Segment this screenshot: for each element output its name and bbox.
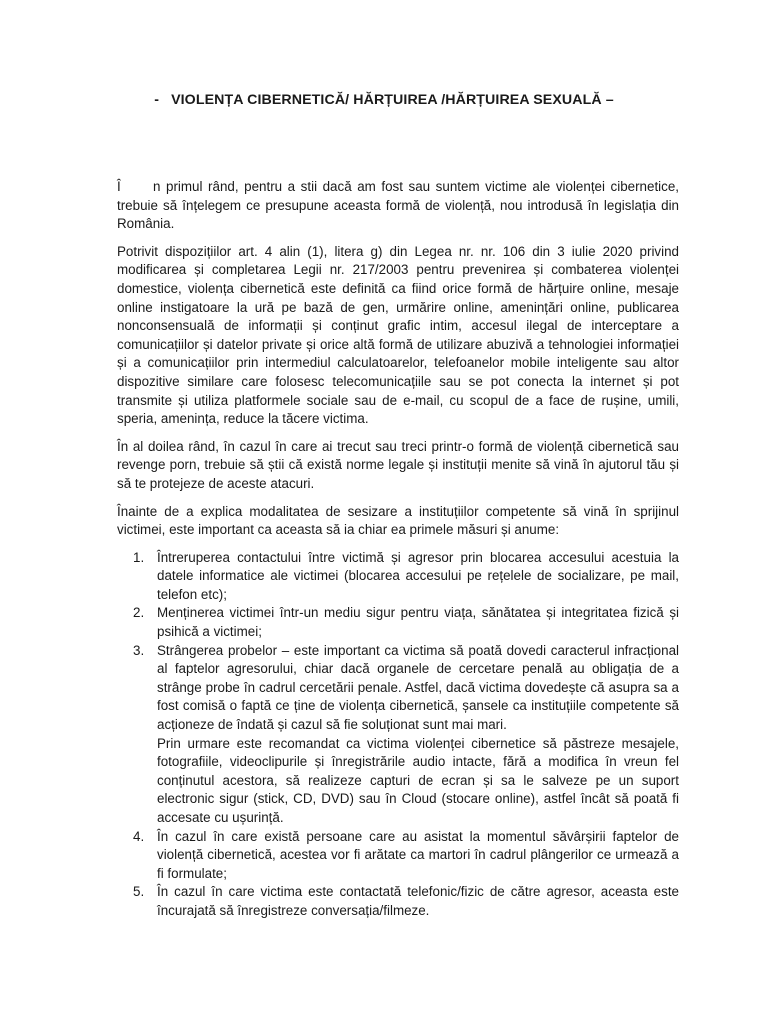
list-item-text: Întreruperea contactului între victimă și agresor prin blocarea accesului acestuia la datele informatice ale victimei (blocarea accesului pe rețelele de socializare, pe mail, telefon etc); xyxy=(157,549,679,602)
measures-list xyxy=(117,549,679,921)
list-item-text: În cazul în care există persoane care au asistat la momentul săvârșirii faptelor de violență cibernetică, acestea vor fi arătate ca martori în cadrul plângerilor ce urmează a fi formulate; xyxy=(157,828,679,881)
list-item xyxy=(133,828,679,884)
paragraph-intro-text: n primul rând, pentru a stii dacă am fost sau suntem victime ale violenței cibernetice, trebuie să înțelegem ce presupune aceasta formă de violență, nou introdusă în legislația din România. xyxy=(117,179,679,232)
list-item xyxy=(133,604,679,641)
document-body xyxy=(117,178,679,921)
paragraph-intro xyxy=(117,178,679,234)
document-title xyxy=(0,92,768,108)
list-item-number: 2. xyxy=(133,605,145,621)
list-item-text: Menținerea victimei într-un mediu sigur pentru viața, sănătatea și integritatea fizică și psihică a victimei; xyxy=(157,605,679,640)
list-item xyxy=(133,549,679,605)
paragraph-first-measures: Înainte de a explica modalitatea de sesizare a instituțiilor competente să vină în sprijinul victimei, este important ca aceasta să ia chiar ea primele măsuri și anume: xyxy=(117,503,679,538)
list-item-text: Strângerea probelor – este important ca victima să poată dovedi caracterul infracțional al faptelor agresorului, chiar dacă organele de cercetare penală au obligația de a strânge probe în cadrul cercetării penale. Astfel, dacă victima dovedește că asupra sa a fost comisă o faptă ce ține de violența cibernetică, șansele ca instituțiile competente să acționeze de îndată și cazul să fie soluționat sunt mai mari. xyxy=(157,642,679,733)
list-item-number: 3. xyxy=(133,642,145,658)
list-item-number: 5. xyxy=(133,884,145,900)
dropcap-letter: Î xyxy=(117,179,121,194)
list-item xyxy=(133,642,679,828)
paragraph-second: În al doilea rând, în cazul în care ai trecut sau treci printr-o formă de violență cibernetică sau revenge porn, trebuie să știi că există norme legale și instituții menite să vină în ajutorul tău și să te protejeze de aceste atacuri. xyxy=(117,438,679,491)
list-item-extra-text: Prin urmare este recomandat ca victima violenței cibernetice să păstreze mesajele, fotografiile, videoclipurile și înregistrările audio intacte, fără a modifica în vreun fel conținutul acestora, să realizeze capturi de ecran și sa le salveze pe un suport electronic sigur (stick, CD, DVD) sau în Cloud (stocare online), astfel încât să poată fi accesate cu ușurință. xyxy=(157,735,679,825)
list-item-number: 1. xyxy=(133,549,145,565)
title-dash: - xyxy=(154,92,160,108)
title-text: VIOLENȚA CIBERNETICĂ/ HĂRȚUIREA /HĂRȚUIREA SEXUALĂ – xyxy=(171,92,614,108)
paragraph-legal-definition: Potrivit dispozițiilor art. 4 alin (1), litera g) din Legea nr. nr. 106 din 3 iulie 2020 privind modificarea și completarea Legii nr. 217/2003 pentru prevenirea și combaterea violenței domestice, violența cibernetică este definită ca fiind orice formă de hărțuire online, mesaje online instigatoare la ură pe bază de gen, urmărire online, amenințări online, publicarea nonconsensuală de informații și conținut grafic intim, accesul ilegal de interceptare a comunicațiilor și datelor private și orice altă formă de utilizare abuzivă a tehnologiei informației și a comunicațiilor prin intermediul calculatoarelor, telefoanelor mobile inteligente sau altor dispozitive similare care folosesc telecomunicațiile sau se pot conecta la internet și pot transmite și utiliza platformele sociale sau de e-mail, cu scopul de a face de rușine, umili, speria, amenința, reduce la tăcere victima. xyxy=(117,243,679,427)
list-item-text: În cazul în care victima este contactată telefonic/fizic de către agresor, aceasta este încurajată să înregistreze conversația/filmeze. xyxy=(157,884,679,918)
list-item xyxy=(133,883,679,920)
list-item-number: 4. xyxy=(133,828,145,844)
